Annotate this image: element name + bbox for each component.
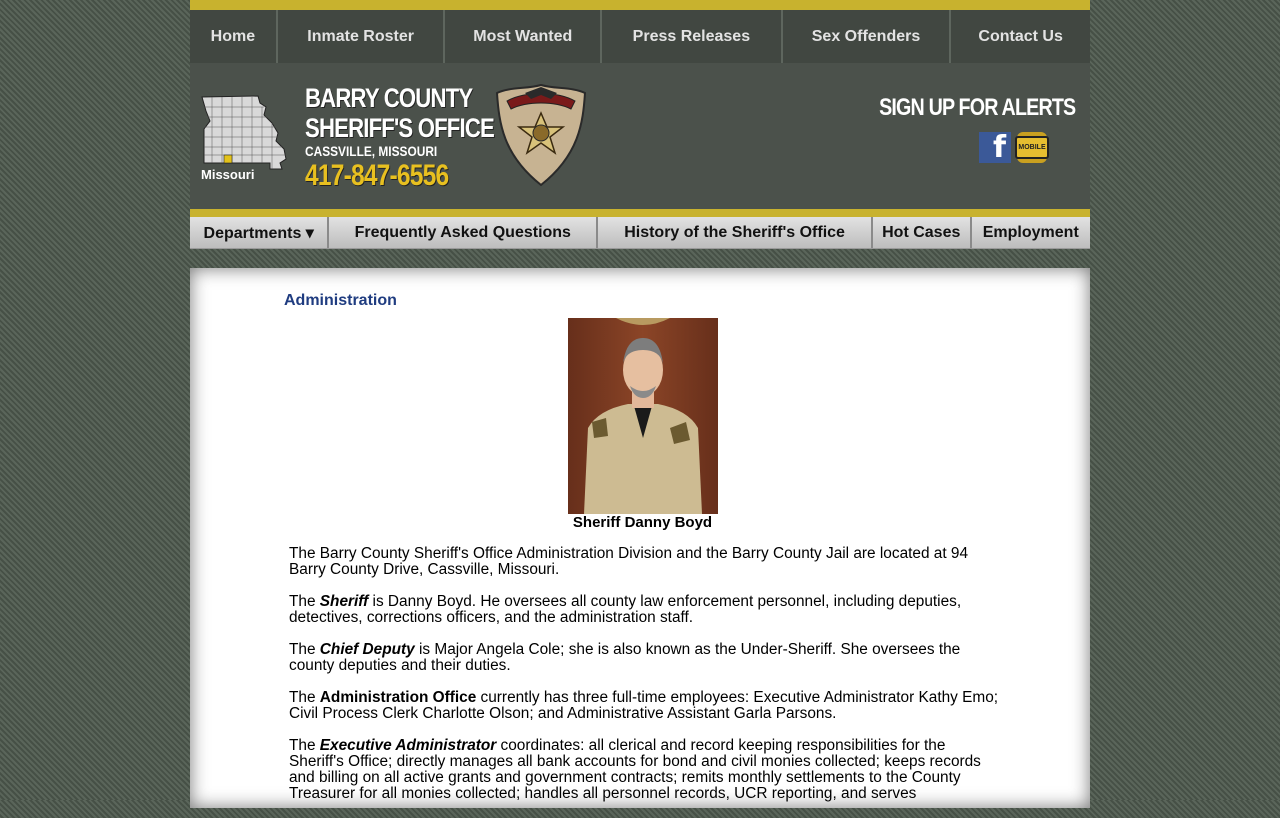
nav-most-wanted[interactable]: Most Wanted [445,10,602,63]
photo-caption: Sheriff Danny Boyd [572,514,713,531]
location-text: CASSVILLE, MISSOURI [305,143,438,159]
paragraph-chief-deputy [289,642,1004,674]
facebook-glyph: f [992,130,1006,165]
mobile-alert-icon[interactable] [1017,132,1047,163]
main-content [190,268,1090,808]
term-chief-deputy: Chief Deputy [319,641,415,658]
p3-pre: The [289,641,320,658]
secondary-navigation [190,217,1090,249]
phone-number[interactable]: 417-847-6556 [305,159,449,192]
p3-post: is Major Angela Cole; she is also known as the Under-Sheriff. She oversees the county deputies and their duties. [289,641,961,674]
p2-post: is Danny Boyd. He oversees all county law enforcement personnel, including deputies, detectives, corrections officers, and the administration staff. [289,593,962,626]
nav-employment[interactable]: Employment [972,217,1090,248]
nav-history[interactable]: History of the Sheriff's Office [598,217,873,248]
top-gold-stripe [190,0,1090,10]
paragraph-sheriff [289,594,1004,626]
header-gold-stripe [190,209,1090,217]
top-navigation [190,10,1090,63]
term-sheriff: Sheriff [319,593,369,610]
page-wrapper [190,0,1090,800]
alerts-title: SIGN UP FOR ALERTS [878,94,1075,121]
site-header [190,63,1090,209]
nav-contact-us[interactable]: Contact Us [978,27,1063,45]
mobile-label: MOBILE [1015,136,1048,159]
article-body [289,546,1004,818]
p5-post: coordinates: all clerical and record keeping responsibilities for the Sheriff's Office; directly manages all bank accounts for bond and civil monies collected; keeps records and billing on all active grants and government contracts; remits monthly settlements to the County Treasurer for all monies collected; handles all personnel records, UCR reporting, and serves [289,737,981,802]
nav-departments[interactable]: Departments ▾ [190,217,329,248]
term-admin-office: Administration Office [319,689,477,706]
alerts-signup [836,94,1075,122]
title-line-2: SHERIFF'S OFFICE [305,113,494,143]
paragraph-location: The Barry County Sheriff's Office Administration Division and the Barry County Jail are located at 94 Barry County Drive, Cassville, Missouri. [289,545,969,578]
nav-faq[interactable]: Frequently Asked Questions [329,217,598,248]
alert-icons [979,132,1047,163]
map-label: Missouri [201,167,255,182]
title-line-1: BARRY COUNTY [305,83,473,113]
p4-post: currently has three full-time employees: Executive Administrator Kathy Emo; Civil Process Clerk Charlotte Olson; and Administrative Assistant Garla Parsons. [289,689,999,722]
p4-pre: The [289,689,320,706]
nav-sex-offenders[interactable]: Sex Offenders [783,10,952,63]
sheriff-photo [568,318,718,514]
sheriff-badge-icon [495,83,587,187]
p2-pre: The [289,593,320,610]
nav-inmate-roster[interactable]: Inmate Roster [278,10,446,63]
paragraph-admin-office [289,690,1004,722]
missouri-map-icon[interactable] [200,93,288,171]
term-exec-admin: Executive Administrator [319,737,497,754]
page-title: Administration [284,292,397,309]
nav-hot-cases[interactable]: Hot Cases [873,217,972,248]
p5-pre: The [289,737,320,754]
facebook-icon[interactable] [979,132,1011,163]
nav-home[interactable]: Home [190,10,278,63]
nav-press-releases[interactable]: Press Releases [602,10,783,63]
paragraph-exec-admin [289,738,1004,802]
